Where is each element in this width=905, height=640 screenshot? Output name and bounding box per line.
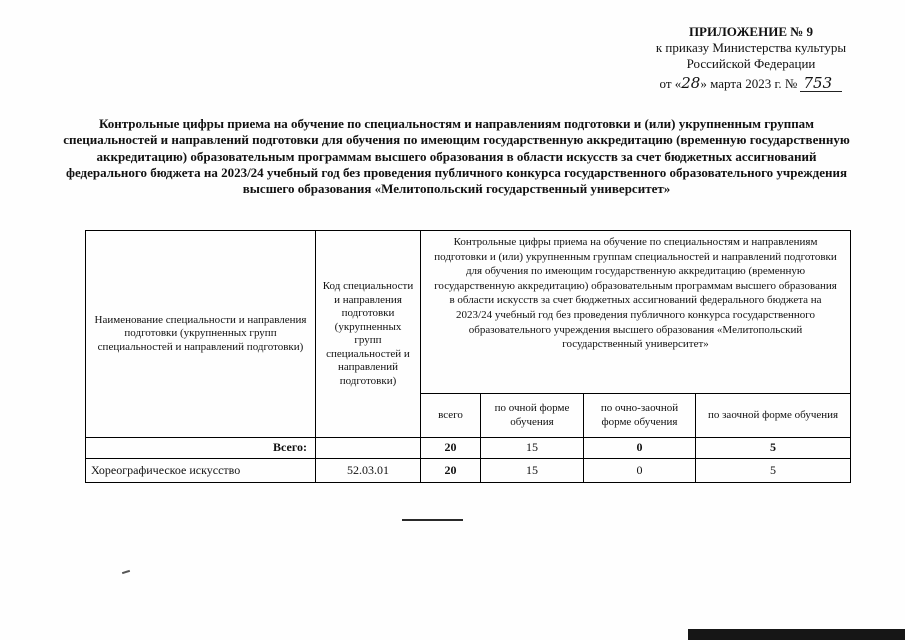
header-specialty-name: Наименование специальности и направления подготовки (укрупненных групп специальностей и направлений подготовки) xyxy=(86,231,316,438)
cell-specialty-full-time: 15 xyxy=(481,459,584,483)
admission-figures-table xyxy=(85,230,851,483)
header-specialty-code: Код специальности и направления подготовки (укрупненных групп специальностей и направлений подготовки) xyxy=(316,231,421,438)
header-correspondence: по заочной форме обучения xyxy=(696,394,851,438)
cell-total-part-time: 0 xyxy=(584,438,696,459)
cell-specialty-all: 20 xyxy=(421,459,481,483)
handwritten-order-number: 753 xyxy=(800,75,842,92)
document-title: Контрольные цифры приема на обучение по специальностям и направлениям подготовки и (или) укрупненным группам специальностей и направлений подготовки для обучения по имеющим государственную аккредитацию (временную государственную аккредитацию) образовательным программам высшего образования в области искусств за счет бюджетных ассигнований федерального бюджета на 2023/24 учебный год без проведения публичного конкурса государственного образовательного учреждения высшего образования «Мелитопольский государственный университет» xyxy=(63,116,850,197)
date-prefix: от « xyxy=(659,76,682,91)
appendix-line-federation: Российской Федерации xyxy=(686,56,816,71)
cell-total-correspondence: 5 xyxy=(696,438,851,459)
table-header-row-main xyxy=(86,231,851,394)
cell-total-full-time: 15 xyxy=(481,438,584,459)
header-full-time: по очной форме обучения xyxy=(481,394,584,438)
cell-total-label: Всего: xyxy=(86,438,316,459)
appendix-number: ПРИЛОЖЕНИЕ № 9 xyxy=(688,24,814,39)
cell-specialty-code: 52.03.01 xyxy=(316,459,421,483)
appendix-line-ministry: к приказу Министерства культуры xyxy=(655,40,847,55)
cell-total-all: 20 xyxy=(421,438,481,459)
header-admission-figures: Контрольные цифры приема на обучение по специальностям и направлениям подготовки и (или) укрупненным группам специальностей и направлений подготовки для обучения по имеющим государственную аккредитацию (временную государственную аккредитацию) образовательным программам высшего образования в области искусств за счет бюджетных ассигнований федерального бюджета на 2023/24 учебный год без проведения публичного конкурса государственного образовательного учреждения высшего образования «Мелитопольский государственный университет» xyxy=(421,231,851,394)
table-row-choreography xyxy=(86,459,851,483)
scan-artifact-bar xyxy=(688,629,905,640)
cell-specialty-part-time: 0 xyxy=(584,459,696,483)
cell-specialty-correspondence: 5 xyxy=(696,459,851,483)
appendix-header xyxy=(611,24,891,92)
header-part-time: по очно-заочной форме обучения xyxy=(584,394,696,438)
header-total: всего xyxy=(421,394,481,438)
order-date-line xyxy=(611,75,891,92)
handwritten-day: 28 xyxy=(681,74,701,92)
cell-total-code xyxy=(316,438,421,459)
pen-mark xyxy=(122,570,130,574)
signature-line xyxy=(402,519,463,521)
cell-specialty-name: Хореографическое искусство xyxy=(86,459,316,483)
table-row-total xyxy=(86,438,851,459)
date-middle: » марта 2023 г. № xyxy=(700,76,798,91)
